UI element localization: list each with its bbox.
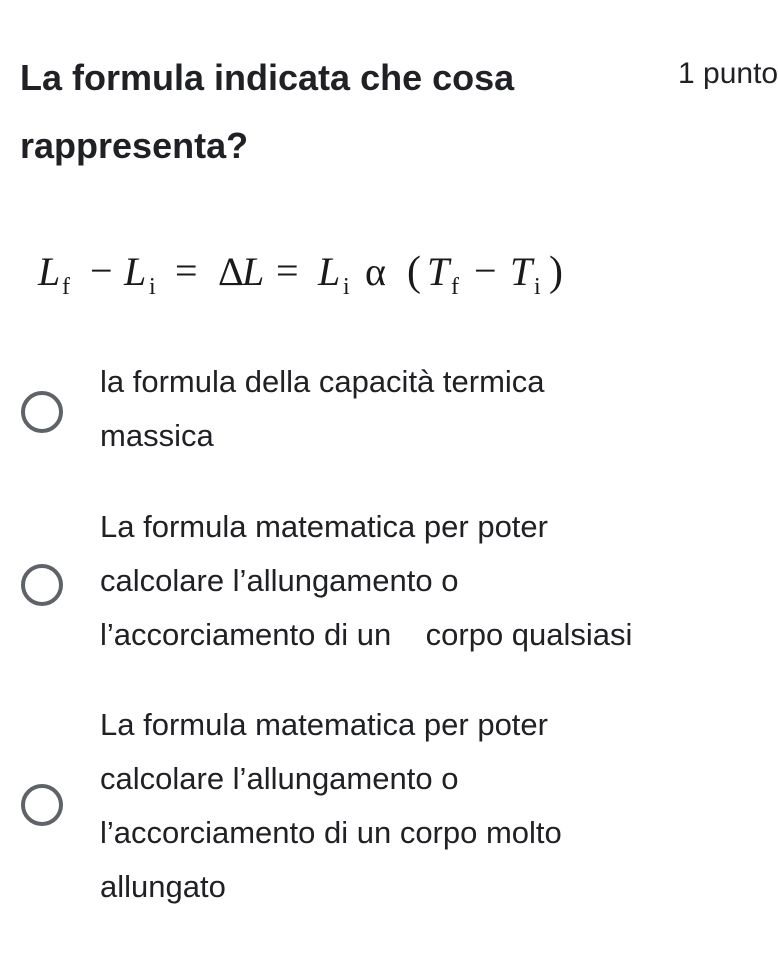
formula-close-paren: ) xyxy=(549,249,563,295)
formula-li: L xyxy=(124,249,147,294)
formula-lf-sub: f xyxy=(62,274,70,300)
formula-alpha: α xyxy=(365,249,386,294)
formula-li-2-sub: i xyxy=(343,274,350,300)
formula-image xyxy=(38,240,598,310)
formula-delta: Δ xyxy=(218,249,244,294)
question-points: 1 punto xyxy=(678,57,778,90)
formula-minus: − xyxy=(90,248,113,293)
radio-button[interactable] xyxy=(21,784,63,826)
formula-li-sub: i xyxy=(149,274,156,300)
formula-ti-sub: i xyxy=(534,274,541,300)
formula-equals-2: = xyxy=(276,248,299,293)
formula-ti: T xyxy=(510,249,533,294)
option-label: La formula matematica per poter calcolare l’allungamento o l’accorciamento di un corpo qualsiasi xyxy=(100,509,633,652)
option-label: La formula matematica per poter calcolare l’allungamento o l’accorciamento di un corpo molto allungato xyxy=(100,707,562,904)
formula-minus-2: − xyxy=(474,248,497,293)
formula-li-2: L xyxy=(318,249,341,294)
formula-l: L xyxy=(242,249,265,294)
formula-lf: L xyxy=(38,249,61,294)
option-label: la formula della capacità termica massica xyxy=(100,364,545,453)
option-corpo-allungato[interactable] xyxy=(0,698,755,918)
radio-button[interactable] xyxy=(21,564,63,606)
formula-tf-sub: f xyxy=(451,274,459,300)
question-title: La formula indicata che cosa rappresenta? xyxy=(20,57,515,166)
formula-tf: T xyxy=(427,249,450,294)
formula-open-paren: ( xyxy=(407,249,421,295)
radio-button[interactable] xyxy=(21,391,63,433)
option-corpo-qualsiasi[interactable] xyxy=(0,500,755,665)
option-capacita-termica[interactable] xyxy=(0,355,755,475)
formula-equals: = xyxy=(175,248,198,293)
